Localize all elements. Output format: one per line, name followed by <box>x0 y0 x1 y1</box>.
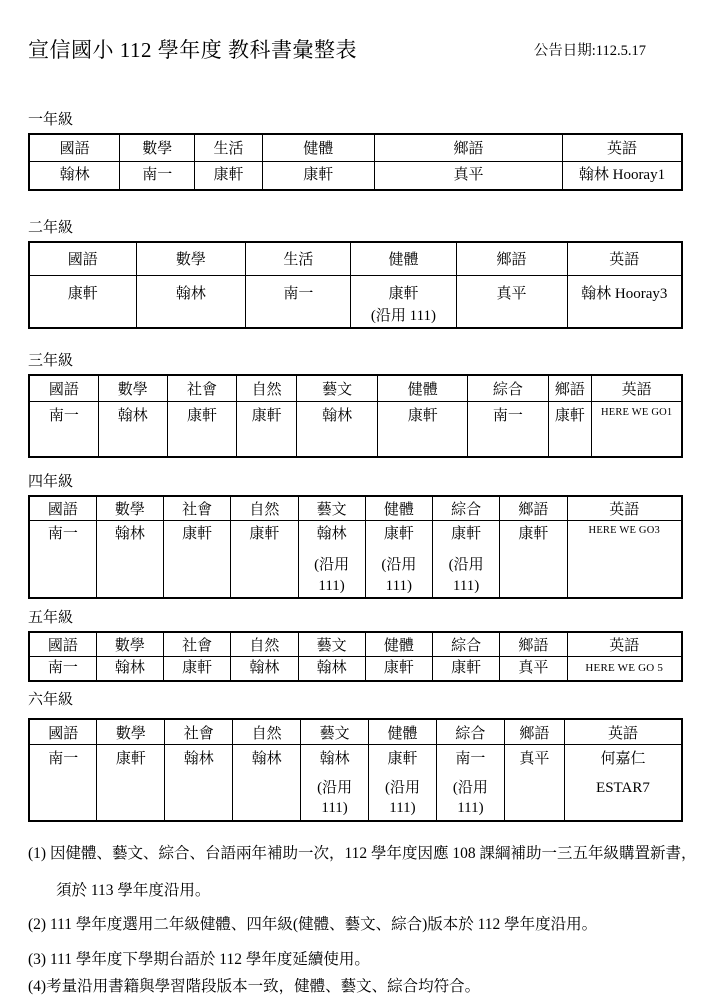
col-header: 社會 <box>164 632 231 657</box>
col-header: 數學 <box>120 134 195 161</box>
publisher-cell: 康軒 <box>500 521 567 598</box>
reuse-note: (沿用 111) <box>370 307 437 324</box>
col-header: 鄉語 <box>548 375 592 401</box>
publisher-cell: 翰林 <box>297 401 378 457</box>
col-header: 國語 <box>29 632 96 657</box>
reuse-note: (沿用 111) <box>384 780 420 817</box>
col-header: 綜合 <box>468 375 548 401</box>
col-header: 健體 <box>378 375 468 401</box>
publisher-cell: 康軒 <box>237 401 297 457</box>
publisher-cell: 康軒 <box>97 744 165 820</box>
col-header: 數學 <box>97 719 165 744</box>
publisher-cell: 何嘉仁 ESTAR7 <box>564 744 682 820</box>
textbook-table-grade-6 <box>28 718 683 821</box>
reuse-note: (沿用 111) <box>381 557 417 594</box>
header-row <box>29 719 682 744</box>
col-header: 國語 <box>29 375 98 401</box>
col-header: 英語 <box>567 242 682 275</box>
col-header: 藝文 <box>297 375 378 401</box>
col-header: 生活 <box>195 134 262 161</box>
header-row <box>29 496 682 521</box>
data-row <box>29 275 682 328</box>
col-header: 英語 <box>562 134 682 161</box>
col-header: 社會 <box>165 719 233 744</box>
col-header: 英語 <box>564 719 682 744</box>
publisher-cell: 南一 <box>29 744 97 820</box>
publisher-cell: 康軒 (沿用 111) <box>351 275 456 328</box>
note-4: (4)考量沿用書籍與學習階段版本一致，健體、藝文、綜合均符合。 <box>28 977 481 995</box>
grade-section-6 <box>28 688 683 821</box>
data-row <box>29 161 682 190</box>
announce-date: 公告日期:112.5.17 <box>533 43 646 59</box>
publisher-cell: HERE WE GO 5 <box>567 656 682 681</box>
col-header: 英語 <box>592 375 682 401</box>
publisher-cell: 翰林 <box>96 656 163 681</box>
textbook-table-grade-2 <box>28 241 683 329</box>
publisher-cell: 真平 <box>500 656 567 681</box>
publisher-cell: 翰林 Hooray1 <box>562 161 682 190</box>
textbook-table-grade-4 <box>28 495 683 599</box>
publisher-cell: HERE WE GO1 <box>592 401 682 457</box>
publisher-cell: 康軒 <box>433 656 500 681</box>
data-row <box>29 744 682 820</box>
publisher-cell: 真平 <box>504 744 564 820</box>
publisher-cell: 康軒 <box>262 161 374 190</box>
publisher-cell: 翰林 <box>231 656 298 681</box>
col-header: 社會 <box>167 375 236 401</box>
col-header: 自然 <box>231 496 298 521</box>
col-header: 綜合 <box>436 719 504 744</box>
publisher-series: ESTAR7 <box>596 780 650 796</box>
col-header: 鄉語 <box>500 496 567 521</box>
grade-section-3 <box>28 349 683 458</box>
publisher-cell: 南一 <box>29 656 96 681</box>
publisher-cell: 翰林 <box>98 401 167 457</box>
data-row <box>29 401 682 457</box>
publisher-cell: 康軒 <box>167 401 236 457</box>
note-1-line-1: (1) 因健體、藝文、綜合、台語兩年補助一次，112 學年度因應 108 課綱補助一三五年級購置新書， <box>28 844 697 862</box>
publisher-cell: 翰林 <box>29 161 120 190</box>
header-row <box>29 242 682 275</box>
publisher-cell: 真平 <box>374 161 562 190</box>
publisher-cell: 康軒 (沿用 111) <box>369 744 437 820</box>
col-header: 自然 <box>231 632 298 657</box>
publisher-cell: 康軒 <box>29 275 136 328</box>
note-3: (3) 111 學年度下學期台語於 112 學年度延續使用。 <box>28 950 370 968</box>
col-header: 健體 <box>365 632 432 657</box>
data-row <box>29 521 682 598</box>
grade-label-3: 三年級 <box>28 353 74 369</box>
publisher-cell: 翰林 <box>298 656 365 681</box>
textbook-table-grade-5 <box>28 631 683 683</box>
publisher-cell: 翰林 <box>233 744 301 820</box>
col-header: 生活 <box>246 242 351 275</box>
publisher-cell: 南一 <box>29 401 98 457</box>
grade-label-1: 一年級 <box>28 112 74 128</box>
col-header: 國語 <box>29 496 96 521</box>
publisher-cell: HERE WE GO3 <box>567 521 682 598</box>
publisher-cell: 翰林 <box>136 275 246 328</box>
publisher-cell: 南一 <box>468 401 548 457</box>
col-header: 綜合 <box>433 632 500 657</box>
col-header: 國語 <box>29 719 97 744</box>
grade-section-2 <box>28 216 683 329</box>
page-title: 宣信國小 112 學年度 教科書彙整表 <box>28 38 357 62</box>
publisher-cell: 康軒 <box>548 401 592 457</box>
data-row <box>29 656 682 681</box>
col-header: 數學 <box>98 375 167 401</box>
col-header: 鄉語 <box>500 632 567 657</box>
header-row <box>29 375 682 401</box>
col-header: 健體 <box>369 719 437 744</box>
col-header: 數學 <box>96 632 163 657</box>
col-header: 社會 <box>164 496 231 521</box>
header-row <box>29 632 682 657</box>
note-1-line-2: 須於 113 學年度沿用。 <box>56 881 211 899</box>
publisher-cell: 康軒 <box>378 401 468 457</box>
footnotes <box>28 841 720 996</box>
col-header: 數學 <box>96 496 163 521</box>
publisher-cell: 翰林 (沿用 111) <box>301 744 369 820</box>
reuse-note: (沿用 111) <box>448 557 484 594</box>
col-header: 鄉語 <box>374 134 562 161</box>
note-2: (2) 111 學年度選用二年級健體、四年級(健體、藝文、綜合)版本於 112 學年度沿用。 <box>28 915 598 933</box>
publisher-cell: 康軒 (沿用 111) <box>433 521 500 598</box>
col-header: 自然 <box>237 375 297 401</box>
col-header: 英語 <box>567 632 682 657</box>
col-header: 藝文 <box>301 719 369 744</box>
grade-label-2: 二年級 <box>28 220 74 236</box>
publisher-cell: 南一 (沿用 111) <box>436 744 504 820</box>
document-header <box>28 34 720 64</box>
reuse-note: (沿用 111) <box>314 557 350 594</box>
grade-label-4: 四年級 <box>28 474 74 490</box>
publisher-cell: 翰林 <box>96 521 163 598</box>
publisher-cell: 康軒 <box>164 656 231 681</box>
col-header: 國語 <box>29 134 120 161</box>
col-header: 健體 <box>351 242 456 275</box>
publisher-cell: 翰林 Hooray3 <box>567 275 682 328</box>
publisher-cell: 翰林 <box>165 744 233 820</box>
grade-label-5: 五年級 <box>28 609 74 626</box>
publisher-cell: 翰林 (沿用 111) <box>298 521 365 598</box>
textbook-table-grade-1 <box>28 133 683 191</box>
col-header: 自然 <box>233 719 301 744</box>
publisher-cell: 康軒 <box>195 161 262 190</box>
col-header: 數學 <box>136 242 246 275</box>
col-header: 國語 <box>29 242 136 275</box>
col-header: 健體 <box>365 496 432 521</box>
publisher-cell: 康軒 <box>365 656 432 681</box>
col-header: 英語 <box>567 496 682 521</box>
reuse-note: (沿用 111) <box>452 780 488 817</box>
publisher-cell: 康軒 <box>231 521 298 598</box>
grade-section-1 <box>28 108 683 191</box>
header-row <box>29 134 682 161</box>
publisher-cell: 南一 <box>29 521 96 598</box>
publisher-cell: 真平 <box>456 275 567 328</box>
reuse-note: (沿用 111) <box>317 780 353 817</box>
col-header: 健體 <box>262 134 374 161</box>
grade-section-4 <box>28 470 683 599</box>
publisher-cell: 南一 <box>120 161 195 190</box>
publisher-cell: 康軒 <box>164 521 231 598</box>
col-header: 藝文 <box>298 496 365 521</box>
grade-label-6: 六年級 <box>28 692 74 709</box>
col-header: 鄉語 <box>456 242 567 275</box>
textbook-table-grade-3 <box>28 374 683 458</box>
col-header: 藝文 <box>298 632 365 657</box>
publisher-cell: 康軒 (沿用 111) <box>365 521 432 598</box>
grade-section-5 <box>28 606 683 683</box>
publisher-cell: 南一 <box>246 275 351 328</box>
col-header: 鄉語 <box>504 719 564 744</box>
col-header: 綜合 <box>433 496 500 521</box>
